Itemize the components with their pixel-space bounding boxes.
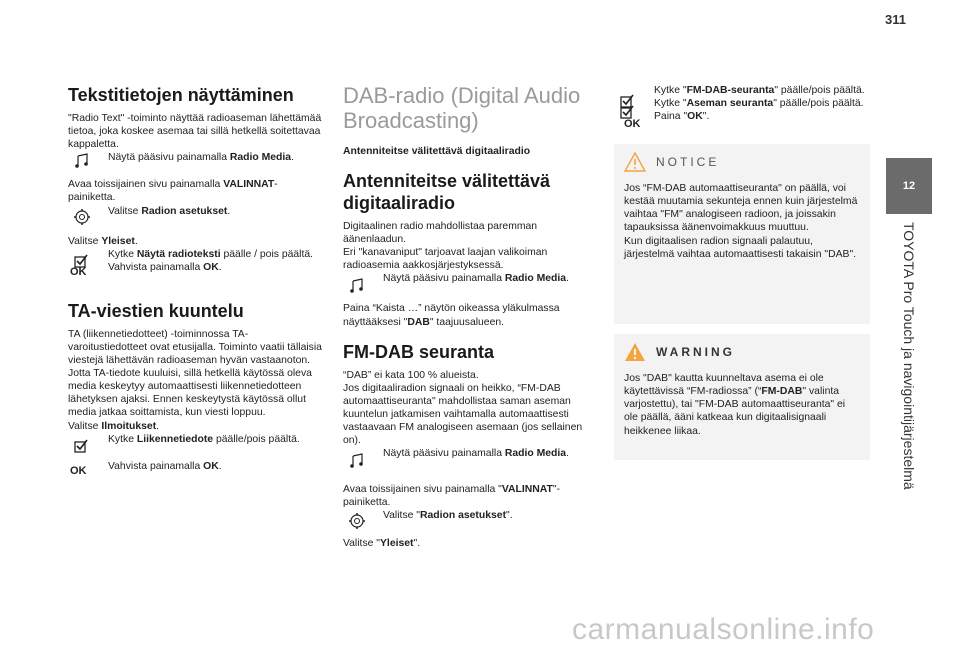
music-note-icon (349, 453, 365, 469)
notice-text: Kun digitaalisen radion signaali palautuu, järjestelmä vaihtaa automaattisesti takaisin "DAB". (624, 235, 857, 260)
chapter-title: TOYOTA Pro Touch ja navigointijärjestelmä (901, 222, 917, 490)
notice-header (624, 152, 858, 172)
warning-box (614, 334, 870, 460)
paragraph: Valitse "Yleiset". (343, 538, 421, 550)
paragraph: Avaa toissijainen sivu painamalla "VALINNAT"-painiketta. (343, 484, 561, 509)
settings-gear-icon (347, 511, 367, 531)
notice-text: Jos “FM-DAB automaattiseuranta" on päällä, voi kestää muutamia sekunteja ennen kuin järjestelmä vaihtaa "FM" analogiseen radioon, ja joissakin tapauksissa äänenvoimakkuus muuttuu. (624, 183, 858, 234)
paragraph: "Radio Text" -toiminto näyttää radioaseman lähettämää tietoa, joka koskee asemaa tai sillä hetkellä soitettavaa kappaletta. (68, 113, 322, 151)
paragraph: Paina “Kaista …” näytön oikeassa yläkulmassa näyttääksesi "DAB" taajuusalueen. (343, 303, 560, 328)
warning-title: WARNING (656, 344, 735, 359)
column-3 (614, 84, 870, 460)
paragraph: Jos digitaaliradion signaali on heikko, “FM-DAB automaattiseuranta" mahdollistaa saman aseman kuuntelun jatkamisen vaihtamalla automaattisesti vastaavaan FM analogiseen asemaan (jos sellainen on). (343, 382, 583, 447)
step-confirm-ok: OK Vahvista painamalla OK. (70, 261, 222, 278)
page-number: 311 (885, 12, 906, 27)
warning-text: Jos "DAB" kautta kuunneltava asema ei ole käytettävissä “FM-radiossa” (“FM-DAB" valinta varjostettu), tai "FM-DAB automaattiseuranta" ei ole päällä, ääni katkeaa kun digitaalisignaali heikkenee liikaa. (624, 373, 846, 437)
warning-triangle-icon (624, 152, 646, 172)
watermark: carmanualsonline.info (572, 613, 875, 646)
heading-antenna-radio: Antenniteitse välitettävä digitaaliradio (343, 171, 551, 214)
chapter-tab (886, 158, 932, 214)
music-note-icon (349, 278, 365, 294)
heading-ta: TA-viestien kuuntelu (68, 300, 244, 321)
notice-title: NOTICE (656, 154, 720, 169)
paragraph: Eri "kanavaniput" tarjoavat laajan valikoiman radioasemia aakkosjärjestyksessä. (343, 247, 548, 272)
warning-triangle-icon (624, 342, 646, 362)
step-toggle-traffic: Kytke Liikennetiedote päälle/pois päältä. (68, 433, 324, 446)
step-toggle-fm-dab: Kytke "FM-DAB-seuranta" päälle/pois päältä. (614, 84, 870, 97)
ok-icon: OK (624, 118, 641, 131)
column-1 (68, 84, 324, 477)
paragraph: Valitse Ilmoitukset. (68, 420, 160, 432)
ok-icon: OK (70, 464, 87, 477)
music-note-icon (74, 153, 90, 169)
column-2 (343, 83, 598, 551)
heading-dab: DAB-radio (Digital Audio Broadcasting) (343, 83, 581, 133)
chapter-title-vertical (891, 222, 927, 522)
notice-box (614, 144, 870, 324)
subheading: Antenniteitse välitettävä digitaaliradio (343, 146, 531, 157)
ok-icon: OK (70, 265, 87, 278)
step-toggle-station: Kytke "Aseman seuranta" päälle/pois päältä. (614, 97, 870, 110)
warning-header (624, 342, 858, 362)
paragraph: Valitse Yleiset. (68, 235, 138, 247)
paragraph: “DAB” ei kata 100 % alueista. (343, 369, 479, 381)
step-radio-media: Näytä pääsivu painamalla Radio Media. (343, 447, 598, 473)
step-toggle-radiotext: Kytke Näytä radioteksti päälle / pois päältä. (68, 248, 324, 261)
settings-gear-icon (72, 207, 92, 227)
step-confirm-ok: OK Vahvista painamalla OK. (70, 460, 222, 477)
step-radio-settings: Valitse "Radion asetukset". (343, 509, 598, 533)
step-radio-media: Näytä pääsivu painamalla Radio Media. (343, 272, 598, 298)
step-press-ok: OK Paina "OK". (624, 111, 710, 131)
heading-radio-text: Tekstitietojen näyttäminen (68, 85, 294, 105)
paragraph: TA (liikennetiedotteet) -toiminnossa TA-varoitustiedotteet ovat etusijalla. Toiminto vaatii tällaisia viestejä lähettävän radioaseman hyvän vastaanoton. Jotta TA-tiedote kuuluisi, sillä hetkellä käytössä oleva media keskeytyy automaattisesti liikennetiedotteen lähetyksen ajaksi. Ennen keskeytystä käytössä ollut media jatkaa soittamista, kun viesti loppuu. (68, 328, 322, 419)
step-radio-settings: Valitse Radion asetukset. (68, 205, 324, 229)
paragraph: Avaa toissijainen sivu painamalla VALINNAT-painiketta. (68, 179, 278, 204)
paragraph: Digitaalinen radio mahdollistaa paremman äänenlaadun. (343, 221, 538, 246)
checkbox-icon (74, 439, 88, 453)
chapter-number: 12 (902, 180, 916, 192)
step-radio-media: Näytä pääsivu painamalla Radio Media. (68, 151, 324, 164)
heading-fm-dab: FM-DAB seuranta (343, 341, 495, 362)
